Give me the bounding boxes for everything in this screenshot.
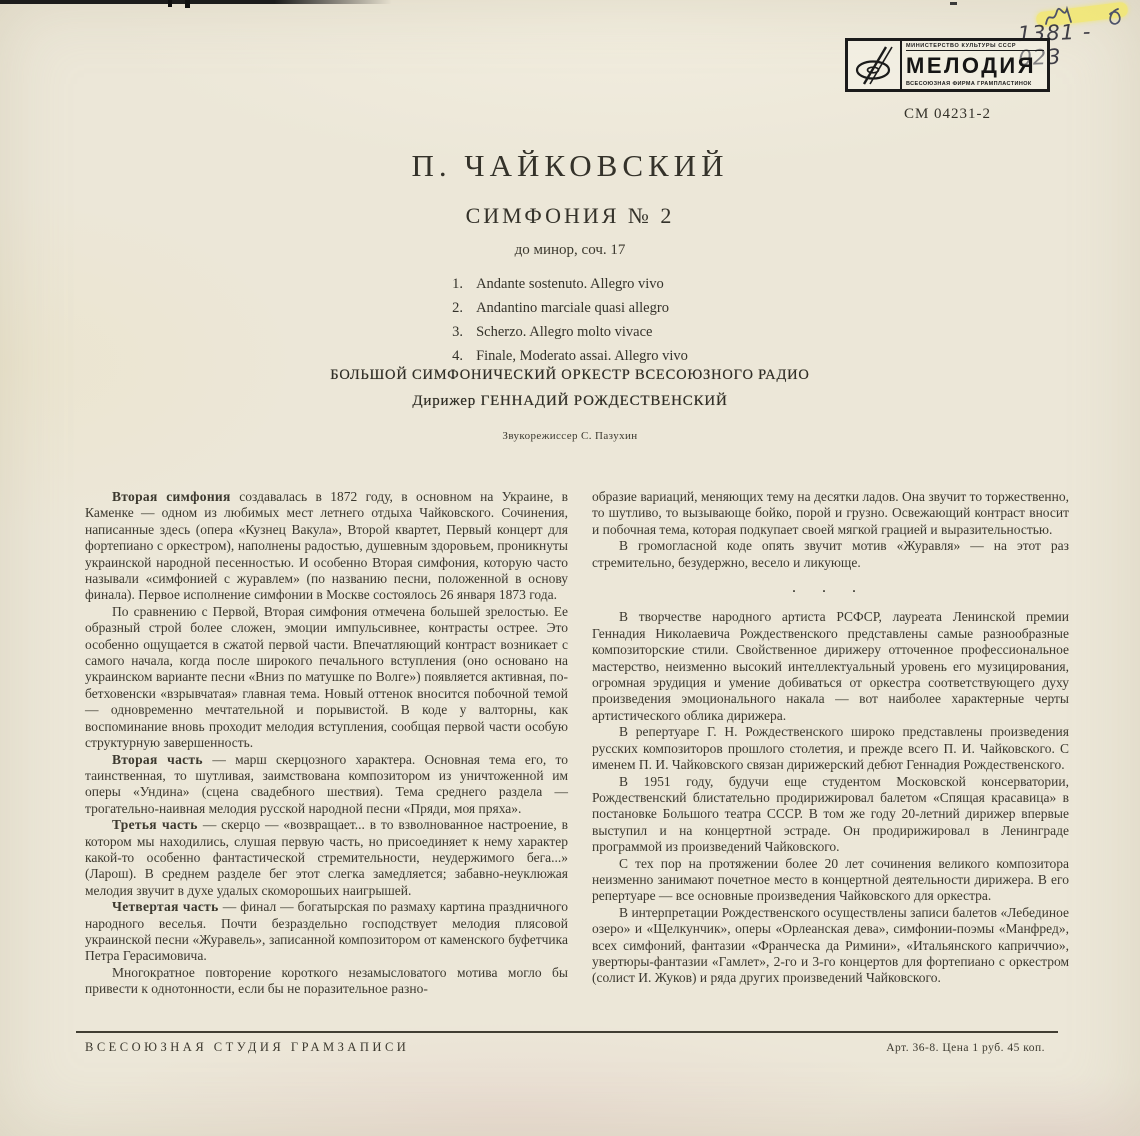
track-title: Scherzo. Allegro molto vivace [476, 324, 653, 340]
article-paragraph: В интерпретации Рождественского осуществлены записи балетов «Лебединое озеро» и «Щелкунчик», оперы «Орлеанская дева», симфонии-поэмы «Манфред», всех симфоний, фантазии «Франческа да Римини», «Итальянского каприччио», увертюры-фантазии «Гамлет», 2-го и 3-го концертов для фортепиано с оркестром (солист И. Жуков) и ряда других произведений Чайковского. [592, 904, 1069, 986]
paragraph-lead: Четвертая часть [112, 899, 223, 915]
section-separator: ··· [791, 584, 882, 599]
paragraph-lead: Вторая часть [112, 751, 213, 767]
track-number: 2. [452, 300, 463, 316]
price-label: Арт. 36-8. Цена 1 руб. 45 коп. [886, 1042, 1045, 1054]
article-left-column [85, 489, 568, 998]
engineer-line: Звукорежиссер С. Пазухин [502, 430, 638, 442]
scan-dot-artifact [185, 0, 190, 8]
track-number: 3. [452, 324, 463, 340]
article-paragraph: В громогласной коде опять звучит мотив «Журавля» — на этот раз стремительно, безудержно, весело и ликующе. [592, 538, 1069, 570]
article-paragraph: Четвертая часть — финал — богатырская по размаху картина праздничного народного веселья. Почти безраздельно господствует мелодия плясовой украинской песни «Журавель», записанной композитором от каменского буфетчика Петра Герасимовича. [85, 899, 569, 964]
brand-name: МЕЛОДИЯ [906, 53, 1037, 78]
conductor-line: Дирижер ГЕННАДИЙ РОЖДЕСТВЕНСКИЙ [412, 393, 728, 409]
track-title: Finale, Moderato assai. Allegro vivo [476, 348, 688, 364]
article-paragraph: Вторая часть — марш скерцозного характера. Основная тема его, то таинственная, то шутливая, заимствована композитором из уничтоженной им оперы «Ундина» (сцена свадебного шествия). Тема среднего раздела — трогательно-наивная мелодия русской народной песни «Пряди, моя пряха». [85, 751, 568, 816]
work-subtitle: до минор, соч. 17 [514, 242, 626, 258]
melodiya-logo-text [902, 41, 1047, 89]
track-item [452, 272, 688, 296]
article-paragraph: Третья часть — скерцо — «возвращает... в то взволнованное настроение, в котором мы находились, слушая первую часть, но присоединяет к нему характер какой-то особенно фантастической стремительности, неудержимого бега...» (Ларош). В среднем разделе бег этот слегка замедляется; забавно-неуклюжая мелодия звучит в духе удалых скоморошьих наигрышей. [85, 817, 568, 898]
scan-edge-artifact [0, 0, 392, 4]
article-paragraph: В 1951 году, будучи еще студентом Московской консерватории, Рождественский блистательно продирижировал балетом «Спящая красавица» в постановке Большого театра СССР. В том же году 20-летний дирижер впервые выступил и на концертной эстраде. Он продирижировал в Ленинграде программой из произведений Чайковского. [592, 773, 1069, 855]
handwritten-number: 1381 - 023 [1017, 19, 1092, 71]
track-number: 1. [452, 276, 463, 292]
article-paragraph: Вторая симфония создавалась в 1872 году, в основном на Украине, в Каменке — одном из любимых мест летнего отдыха Чайковского. Сочинения, написанные здесь (опера «Кузнец Вакула», Второй квартет, Первый концерт для фортепиано с оркестром), наполнены радостью, душевным здоровьем, проникнуты украинской народной песенностью. И особенно Вторая симфония, которую часто называли «симфонией с журавлем» (по названию песни, положенной в основу финала). Первое исполнение симфонии в Москве состоялось 26 января 1873 года. [85, 489, 568, 603]
article-paragraph: С тех пор на протяжении более 20 лет сочинения великого композитора неизменно занимают почетное место в концертной деятельности дирижера. В его репертуаре — все основные произведения Чайковского для оркестра. [592, 855, 1069, 904]
article-paragraph: В творчестве народного артиста РСФСР, лауреата Ленинской премии Геннадия Николаевича Рождественского представлены самые разнообразные композиторские стили. Свойственное дирижеру отточенное профессиональное мастерство, неизменно высокий интеллектуальный уровень его музицирования, огромная эрудиция и умение добиваться от оркестра соответствующего духу произведения эмоционального накала — вот наиболее характерные черты артистического облика дирижера. [592, 609, 1069, 723]
track-title: Andantino marciale quasi allegro [476, 300, 669, 316]
firm-label: ВСЕСОЮЗНАЯ ФИРМА ГРАМПЛАСТИНОК [906, 81, 1032, 87]
track-list [452, 272, 688, 368]
footer-divider [76, 1031, 1058, 1033]
catalog-number: СМ 04231-2 [903, 106, 992, 122]
track-item [452, 320, 688, 344]
paragraph-lead: Вторая симфония [112, 489, 240, 504]
track-title: Andante sostenuto. Allegro vivo [476, 276, 664, 292]
track-list-wrap [0, 272, 1140, 368]
track-item [452, 344, 688, 368]
article-paragraph: По сравнению с Первой, Вторая симфония отмечена большей зрелостью. Ее образный строй более сложен, эмоции импульсивнее, контрасты острее. Это особенно ощущается в сжатой первой части. Впечатляющий контраст возникает с самого начала, когда после широкого печального вступления (оно основано на украинском варианте песни «Вниз по матушке по Волге») появляется активная, по-бетховенски «взрывчатая» главная тема. Новый оттенок вносится побочной темой — одновременно мечтательной и порывистой. В коде у валторны, как воспоминание вновь проходит мелодия вступления, сообщая первой части особую структурную завершенность. [85, 603, 568, 751]
article-paragraph: образие вариаций, меняющих тему на десятки ладов. Она звучит то торжественно, то шутливо, то вызывающе бойко, порой и грузно. Освежающий контраст вносит и побочная тема, которая подкупает своей мягкой грацией и выразительностью. [592, 489, 1069, 537]
scan-dot-artifact [168, 0, 172, 7]
studio-label: ВСЕСОЮЗНАЯ СТУДИЯ ГРАМЗАПИСИ [85, 1040, 410, 1054]
article-paragraph: Многократное повторение короткого незамысловатого мотива могло бы привести к однотонности, если бы не поразительное разно- [85, 964, 568, 997]
track-number: 4. [452, 348, 463, 364]
paragraph-lead: Третья часть [112, 817, 203, 833]
ministry-label: МИНИСТЕРСТВО КУЛЬТУРЫ СССР [906, 43, 1044, 51]
composer-title: П. ЧАЙКОВСКИЙ [411, 148, 729, 183]
melodiya-logo [845, 38, 1050, 92]
melodiya-emblem-icon [848, 41, 902, 89]
article-paragraph: В репертуаре Г. Н. Рождественского широко представлены произведения русских композиторов прошлого столетия, и прежде всего П. И. Чайковского. С именем П. И. Чайковского связан дирижерский дебют Геннадия Рождественского. [592, 724, 1069, 773]
scan-dot-artifact [950, 2, 957, 5]
track-item [452, 296, 688, 320]
article-right-column [592, 489, 1069, 987]
work-title: СИМФОНИЯ № 2 [465, 203, 675, 228]
orchestra-line: БОЛЬШОЙ СИМФОНИЧЕСКИЙ ОРКЕСТР ВСЕСОЮЗНОГО РАДИО [330, 367, 810, 383]
